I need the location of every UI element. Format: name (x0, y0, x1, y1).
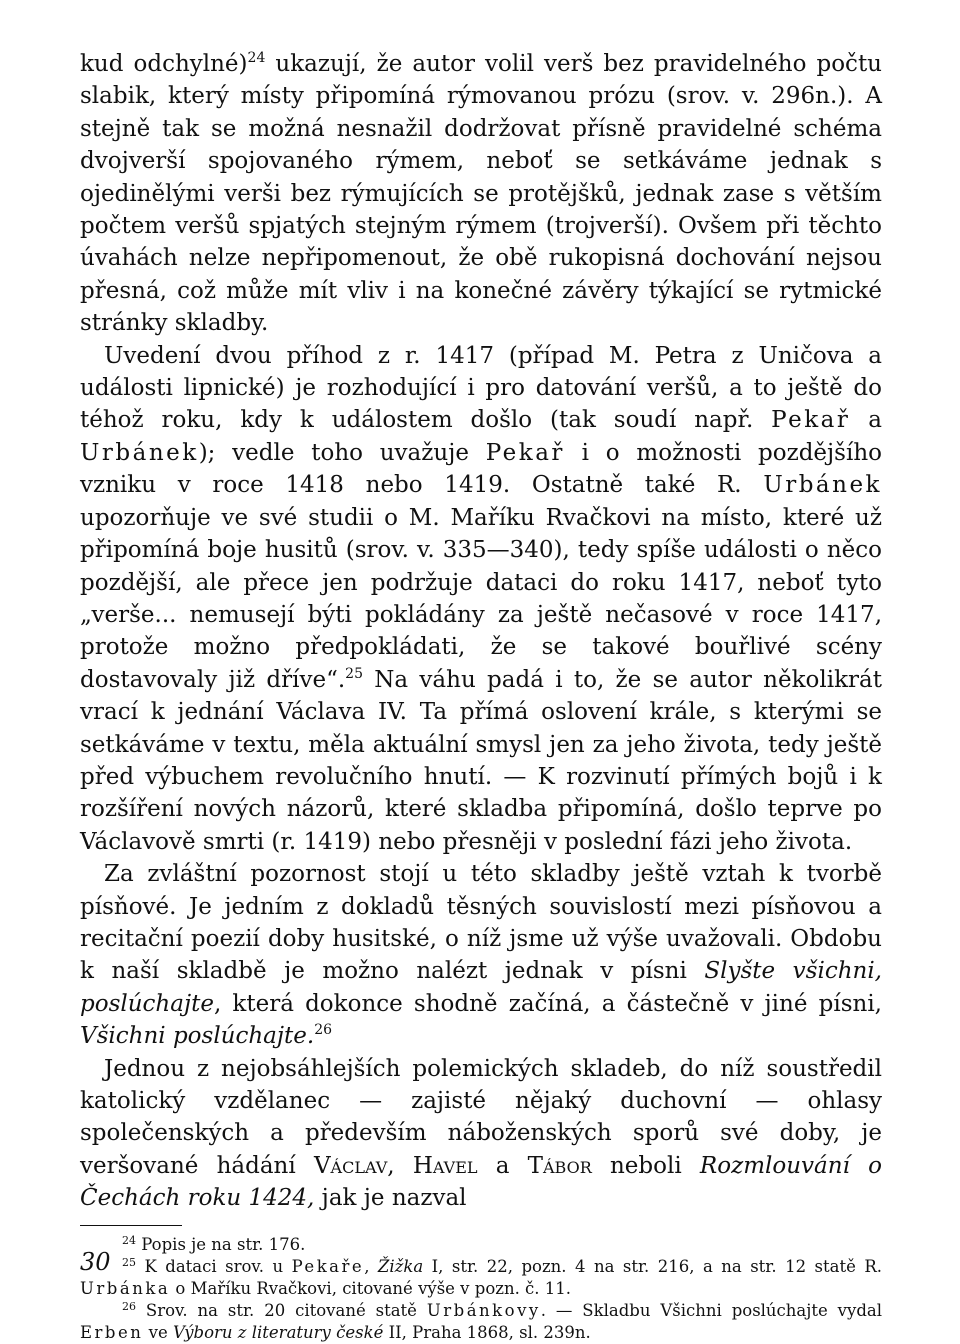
page-body (80, 48, 882, 1344)
text: Srov. na str. 20 citované statě (136, 1300, 427, 1320)
text: upozorňuje ve své studii o M. Maříku Rvačkovi na místo, které už připomíná boje husitů (srov. v. 335—340), tedy spíše události o něco pozdější, ale přece jen podržuje dataci do roku 1417, neboť tyto „verše... nemusejí býti pokládány za ještě nečasové v roce 1417, protože možno předpokládati, že se takové bouřlivé scény dostavovaly již dříve“. (80, 504, 882, 693)
footnotes (80, 1234, 882, 1344)
text: ); vedle toho uvažuje (198, 439, 486, 466)
page-number: 30 (80, 1248, 111, 1276)
text: ve (143, 1322, 173, 1342)
footnote-ref-26[interactable]: 26 (314, 1022, 333, 1039)
character-name: Václav (313, 1152, 388, 1179)
footnote-25 (80, 1256, 882, 1300)
author-name: Urbánek (763, 472, 882, 499)
footnote-ref-24[interactable]: 24 (247, 50, 266, 66)
character-name: Tábor (527, 1152, 592, 1179)
text: Jednou z nejobsáhlejších polemických skladeb, do níž soustředil katolický vzdělanec — zajisté nějaký duchovní — ohlasy společenských a především náboženských sporů své doby, je veršované hádání (80, 1055, 882, 1179)
text: jak je nazval (314, 1185, 467, 1212)
paragraph-4 (80, 1053, 882, 1215)
author-name: Pekaře (291, 1256, 365, 1276)
author-name: Erben (80, 1322, 144, 1342)
text: i o možnosti pozdějšího vzniku v roce 1418 nebo 1419. Ostatně také R. (80, 439, 882, 499)
text: Za zvláštní pozornost stojí u této skladby ještě vztah k tvorbě písňové. Je jedním z dokladů těsných souvislostí mezi písňovou a recitační poezií doby husitské, o níž jsme už výše uvažovali. Obdobu k naší skladbě je možno nalézt jednak v písni (80, 861, 882, 985)
song-title: Slyšte všichni, poslúchajte (80, 958, 882, 1017)
footnote-number: 25 (122, 1255, 136, 1269)
work-title: Výboru z literatury české (172, 1322, 384, 1342)
footnote-divider (80, 1225, 182, 1226)
text: neboli (591, 1152, 700, 1179)
song-title: Všichni poslúchajte. (80, 1023, 315, 1050)
footnote-number: 26 (122, 1299, 136, 1313)
footnote-ref-25[interactable]: 25 (345, 665, 363, 682)
author-name: Urbánkovy (426, 1300, 541, 1320)
paragraph-1 (80, 48, 882, 340)
text: I, str. 22, pozn. 4 na str. 216, a na str. 12 statě R. (423, 1256, 882, 1276)
text: , která dokonce shodně začíná, a částečně v jiné písni, (213, 990, 882, 1017)
author-name: Pekař (485, 439, 565, 466)
text: Popis je na str. 176. (136, 1234, 306, 1254)
character-name: Havel (412, 1152, 478, 1179)
text: Uvedení dvou příhod z r. 1417 (případ M. Petra z Uničova a události lipnické) je rozhodující i pro datování veršů, a to ještě do téhož roku, kdy k událostem došlo (tak soudí např. (80, 342, 882, 434)
text: a (477, 1152, 528, 1179)
paragraph-3 (80, 858, 882, 1052)
text: K dataci srov. u (136, 1256, 292, 1276)
text: , (387, 1152, 413, 1179)
work-title: Rozmlouvání o Čechách roku 1424, (80, 1152, 882, 1212)
text: . — Skladbu Všichni poslúchajte vydal (540, 1300, 882, 1320)
author-name: Urbánek (80, 439, 199, 466)
paragraph-2 (80, 340, 882, 859)
text: kud odchylné) (80, 51, 248, 77)
text: o Maříku Rvačkovi, citované výše v pozn. č. 11. (170, 1278, 572, 1298)
text: a (850, 407, 882, 434)
footnote-26 (80, 1300, 882, 1344)
footnote-24 (80, 1234, 882, 1256)
text: Na váhu padá i to, že se autor několikrát vrací k jednání Václava IV. Ta přímá oslovení krále, s kterými se setkáváme v textu, měla aktuální smysl jen za jeho života, tedy ještě před výbuchem revolučního hnutí. — K rozvinutí přímých bojů i k rozšíření nových názorů, které skladba připomíná, došlo teprve po Václavově smrti (r. 1419) nebo přesněji v poslední fázi jeho života. (80, 666, 882, 855)
text: , (364, 1256, 378, 1276)
text: ukazují, že autor volil verš bez pravidelného počtu slabik, který místy připomíná rýmovanou prózu (srov. v. 296n.). A stejně tak se možná nesnažil dodržovat přísně pravidelné schéma dvojverší spojovaného rýmem, neboť se setkáváme jednak s ojedinělými verši bez rýmujících se protějšků, jednak zase s větším počtem veršů spjatých stejným rýmem (trojverší). Ovšem při těchto úvahách nelze nepřipomenout, že obě rukopisná dochování nejsou přesná, což může mít vliv i na konečné závěry týkající se rytmické stránky skladby. (80, 51, 882, 337)
work-title: Žižka (377, 1256, 424, 1276)
footnote-number: 24 (122, 1233, 136, 1247)
author-name: Pekař (771, 407, 851, 434)
text: II, Praha 1868, sl. 239n. (383, 1322, 591, 1342)
author-name: Urbánka (80, 1278, 171, 1298)
